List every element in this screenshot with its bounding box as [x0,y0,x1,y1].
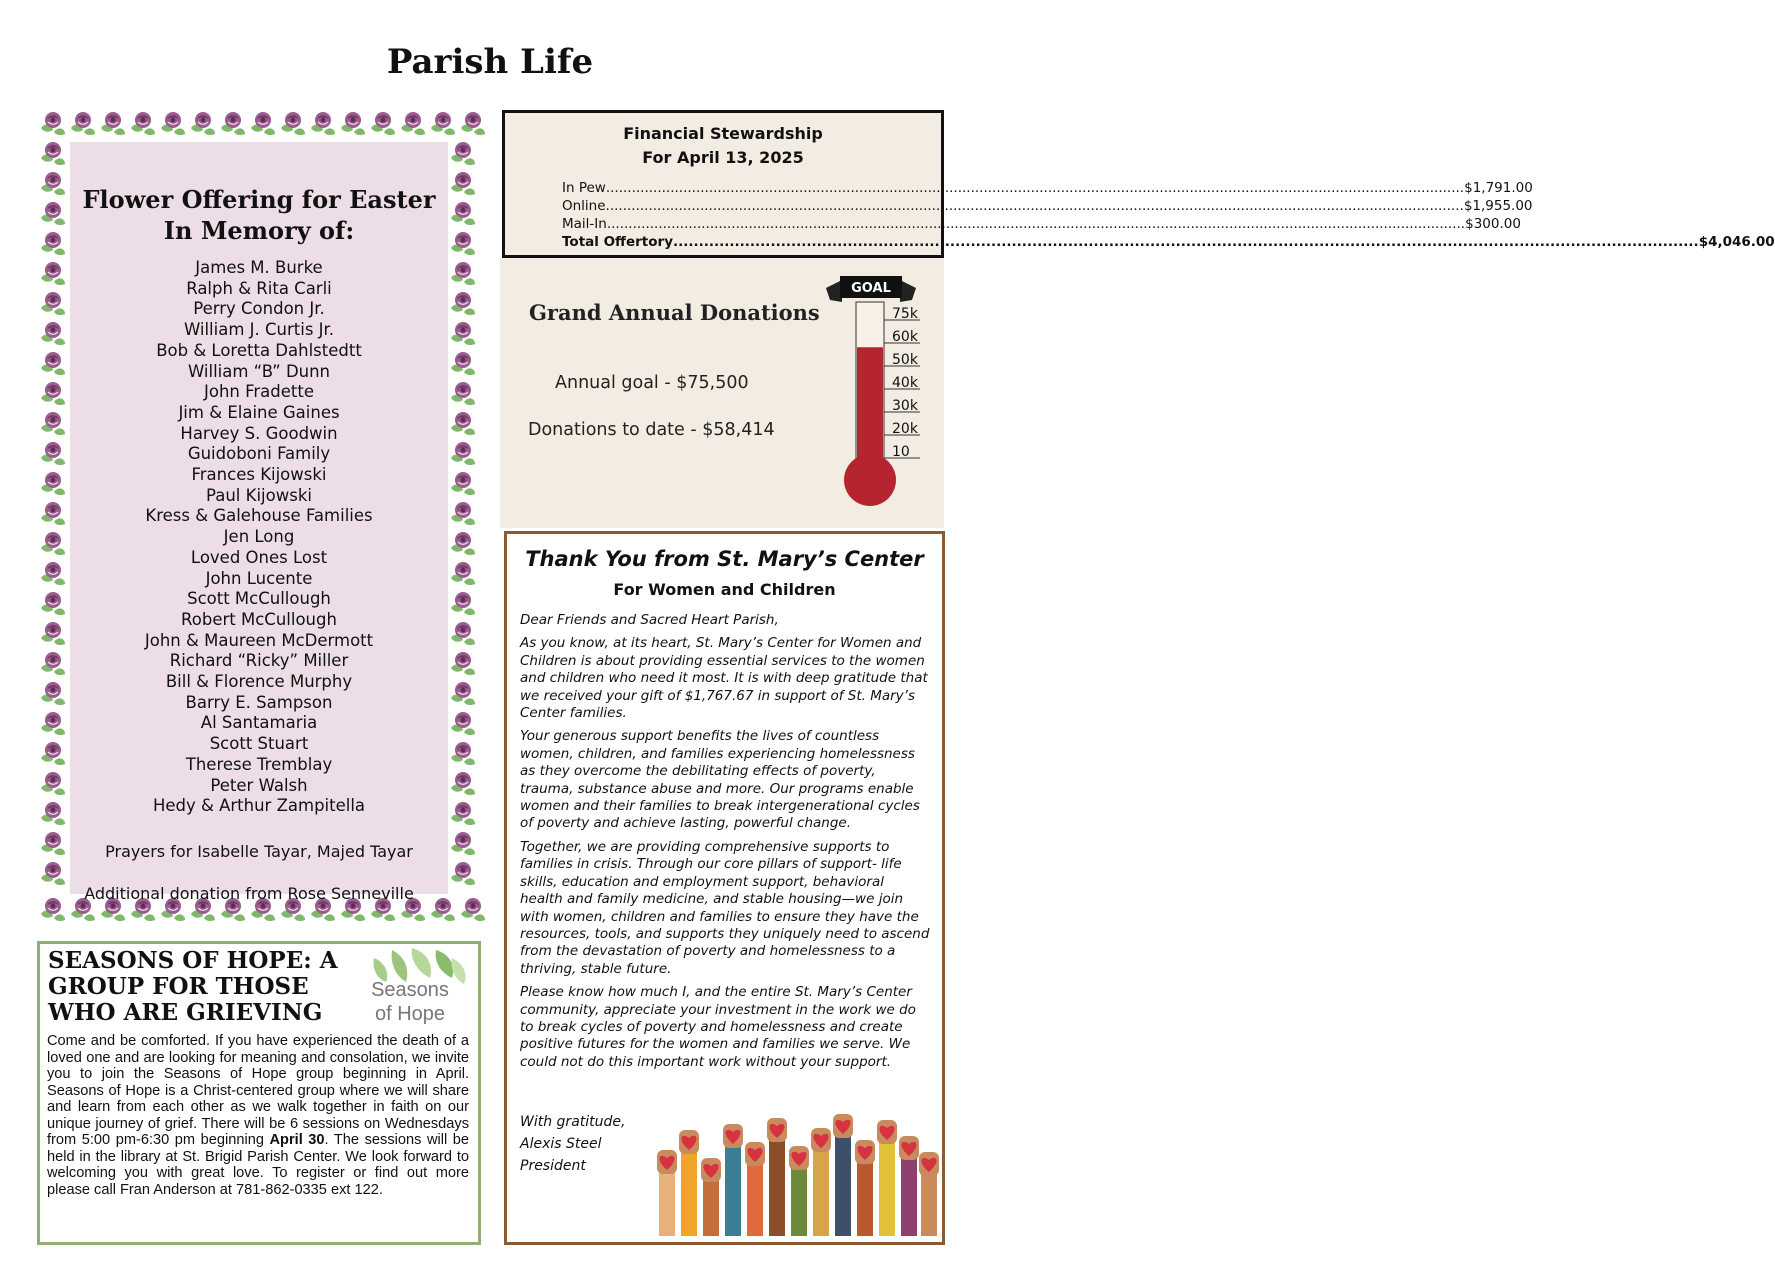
seasons-of-hope-logo [352,948,468,1028]
st-marys-letter-panel [504,531,945,1245]
offertory-label: Online [562,198,606,214]
thermometer-tick-label: 75k [892,306,918,322]
offertory-row [562,179,1533,197]
thermometer-bulb [844,454,896,506]
rose-icon [38,168,68,198]
annual-goal-text: Annual goal - $75,500 [555,373,749,393]
offertory-amount: $1,791.00 [1464,180,1533,196]
rose-icon [38,258,68,288]
rose-icon [448,138,478,168]
rose-icon [38,138,68,168]
rose-icon [128,108,158,138]
hope-body-text-end: . The sessions will be held in the library at St. Brigid Parish Center. We look forward to welcoming you with great love. To register or find out more please call Fran Anderson at 781-862-0335 ext 122. [47,1132,469,1198]
rose-icon [448,348,478,378]
rose-icon [448,798,478,828]
letter-paragraph: Dear Friends and Sacred Heart Parish, [520,612,779,628]
rose-icon [448,618,478,648]
memorial-name: Therese Tremblay [185,754,333,774]
memorial-name: John Fradette [203,382,315,402]
leader-dots: ........................................................................................................................................................................................................ [605,198,1464,214]
rose-icon [448,678,478,708]
memorial-name: Kress & Galehouse Families [145,506,373,526]
rose-icon [158,108,188,138]
financial-title [505,122,941,170]
rose-icon [38,108,68,138]
rose-icon [448,408,478,438]
st-marys-title: Thank You from St. Mary’s Center [525,547,924,571]
rose-icon [38,588,68,618]
page-title: Parish Life [386,42,594,82]
memorial-name: William “B” Dunn [187,361,331,381]
hope-body-text: Come and be comforted. If you have experienced the death of a loved one and are looking for meaning and consolation, we invite you to join the Seasons of Hope group beginning in April. Seasons of Hope is a Christ-centered group where we will share and learn from each other as we walk together in faith on our unique journey of grief. There will be 6 sessions on Wednesdays from 5:00 pm-6:30 pm beginning [47,1033,469,1148]
st-marys-letter-body [520,612,930,1077]
flower-offering-title-line2: In Memory of: [163,216,355,245]
rose-icon [308,108,338,138]
rose-icon [338,108,368,138]
rose-icon [398,108,428,138]
rose-icon [38,318,68,348]
offertory-row [562,197,1533,215]
offertory-row [562,215,1521,233]
rose-icon [458,108,488,138]
prayers-line: Prayers for Isabelle Tayar, Majed Tayar [105,842,413,861]
thermometer-tick-label: 50k [892,352,918,368]
rose-icon [38,288,68,318]
additional-donation-line: Additional donation from Rose Senneville [84,884,414,903]
memorial-name: William J. Curtis Jr. [183,320,335,340]
rose-icon [38,678,68,708]
offertory-label: Mail-In [562,216,607,232]
raised-hands-hearts-icon [653,1100,939,1236]
closing-line: With gratitude, [520,1114,626,1130]
signer-name: Alexis Steel [520,1136,602,1152]
offertory-label: Total Offertory [562,234,673,250]
rose-icon [448,258,478,288]
grand-annual-panel [500,258,944,528]
letter-paragraph: Together, we are providing comprehensive supports to families in crisis. Through our core pillars of support- life skills, education and employment support, behavioral health and family medicine, and stable housing—we join with women, children and families to ensure they have the resources, tools, and supports they uniquely need to ascend from the devastation of poverty and homelessness to a thriving, stable future. [520,838,930,977]
offertory-amount: $1,955.00 [1463,198,1533,214]
signer-title: President [520,1158,586,1174]
seasons-of-hope-logo-text [352,978,468,1026]
donations-to-date-text: Donations to date - $58,414 [528,420,775,440]
thermometer-ticks [884,306,920,460]
letter-paragraph: Your generous support benefits the lives of countless women, children, and families experiencing homelessness as they overcome the debilitating effects of poverty, trauma, substance abuse and more. Our programs enable women and their families to break intergenerational cycles of poverty and achieve lasting, powerful change. [520,728,920,832]
thermometer-tick-label: 20k [892,421,918,437]
rose-icon [38,348,68,378]
rose-icon [38,618,68,648]
memorial-name: Bob & Loretta Dahlstedtt [156,340,362,360]
rose-icon [448,288,478,318]
rose-icon [448,558,478,588]
memorial-names-list [70,258,448,817]
rose-icon [368,108,398,138]
floral-border-left [38,138,68,888]
rose-icon [448,318,478,348]
st-marys-subtitle: For Women and Children [613,580,836,599]
rose-icon [448,498,478,528]
rose-icon [38,738,68,768]
rose-icon [38,768,68,798]
logo-line1: Seasons [371,979,449,1001]
offertory-total-row [562,233,1775,251]
offertory-table [562,179,1775,251]
rose-icon [448,588,478,618]
floral-border-right [448,138,478,888]
rose-icon [448,858,478,888]
rose-icon [448,828,478,858]
rose-icon [38,378,68,408]
rose-icon [448,528,478,558]
memorial-name: Jim & Elaine Gaines [178,402,340,422]
seasons-of-hope-body [47,1033,469,1198]
rose-icon [448,378,478,408]
rose-icon [98,108,128,138]
rose-icon [448,438,478,468]
hope-start-date: April 30 [269,1132,325,1148]
offertory-label: In Pew [562,180,606,196]
memorial-name: Richard “Ricky” Miller [169,651,349,671]
flower-offering-title [70,184,448,246]
rose-icon [38,798,68,828]
memorial-name: Guidoboni Family [187,444,331,464]
memorial-name: Paul Kijowski [206,485,312,505]
rose-icon [38,198,68,228]
rose-icon [38,438,68,468]
rose-icon [38,228,68,258]
rose-icon [38,708,68,738]
leader-dots: ........................................................................................................................................................................................................ [673,234,1699,250]
memorial-name: Ralph & Rita Carli [186,278,332,298]
memorial-name: Hedy & Arthur Zampitella [152,796,366,816]
memorial-name: Loved Ones Lost [190,547,328,567]
financial-stewardship-panel [502,110,1775,258]
memorial-name: James M. Burke [195,258,323,277]
memorial-name: Scott Stuart [209,734,309,754]
rose-icon [38,408,68,438]
rose-icon [38,828,68,858]
memorial-name: Jen Long [223,527,295,547]
flower-offering-title-line1: Flower Offering for Easter [82,185,436,214]
rose-icon [448,738,478,768]
flower-offering-content [70,142,448,903]
rose-icon [448,768,478,798]
rose-icon [38,648,68,678]
letter-paragraph: Please know how much I, and the entire St. Mary’s Center community, appreciate your investment in the work we do to break cycles of poverty and homelessness and create positive futures for the women and families we serve. We could not do this important work without your support. [520,984,916,1070]
thermometer-tick-label: 10 [892,444,910,460]
thermometer-tick-label: 60k [892,329,918,345]
memorial-name: Peter Walsh [210,775,308,795]
rose-icon [188,108,218,138]
memorial-name: Bill & Florence Murphy [165,672,353,692]
rose-icon [218,108,248,138]
memorial-name: Frances Kijowski [191,465,327,485]
donation-thermometer [820,272,930,512]
rose-icon [448,228,478,258]
flower-offering-panel [38,108,480,924]
rose-icon [428,108,458,138]
goal-badge-text: GOAL [851,281,891,296]
rose-icon [278,108,308,138]
seasons-of-hope-title: SEASONS OF HOPE: A GROUP FOR THOSE WHO ARE GRIEVING [48,947,338,1026]
rose-icon [38,558,68,588]
rose-icon [448,648,478,678]
rose-icon [248,108,278,138]
rose-icon [448,198,478,228]
rose-icon [448,468,478,498]
rose-icon [448,168,478,198]
logo-line2: of Hope [374,1003,446,1025]
memorial-name: Perry Condon Jr. [193,299,325,319]
grand-annual-title: Grand Annual Donations [529,300,820,325]
memorial-name: Harvey S. Goodwin [180,423,338,443]
memorial-name: Barry E. Sampson [185,692,333,712]
offertory-amount: $4,046.00 [1698,234,1775,250]
rose-icon [458,894,488,924]
offertory-amount: $300.00 [1465,216,1521,232]
goal-banner [826,276,916,302]
financial-title-line2: For April 13, 2025 [642,148,804,167]
thermometer-tick-label: 40k [892,375,918,391]
seasons-of-hope-panel [37,941,481,1245]
leader-dots: ........................................................................................................................................................................................................ [606,216,1466,232]
floral-border-top [38,108,488,138]
memorial-name: John Lucente [205,568,313,588]
rose-icon [448,708,478,738]
rose-icon [38,468,68,498]
letter-paragraph: As you know, at its heart, St. Mary’s Center for Women and Children is about providing essential services to the women and children who need it most. It is with deep gratitude that we received your gift of $1,767.67 in support of St. Mary’s Center families. [520,635,928,722]
rose-icon [38,528,68,558]
thermometer-tick-label: 30k [892,398,918,414]
financial-title-line1: Financial Stewardship [623,124,823,143]
memorial-name: Robert McCullough [181,609,337,629]
leader-dots: ........................................................................................................................................................................................................ [605,180,1465,196]
rose-icon [68,108,98,138]
memorial-name: John & Maureen McDermott [144,630,374,650]
memorial-name: Scott McCullough [187,589,331,609]
memorial-name: Al Santamaria [200,713,318,733]
rose-icon [38,498,68,528]
